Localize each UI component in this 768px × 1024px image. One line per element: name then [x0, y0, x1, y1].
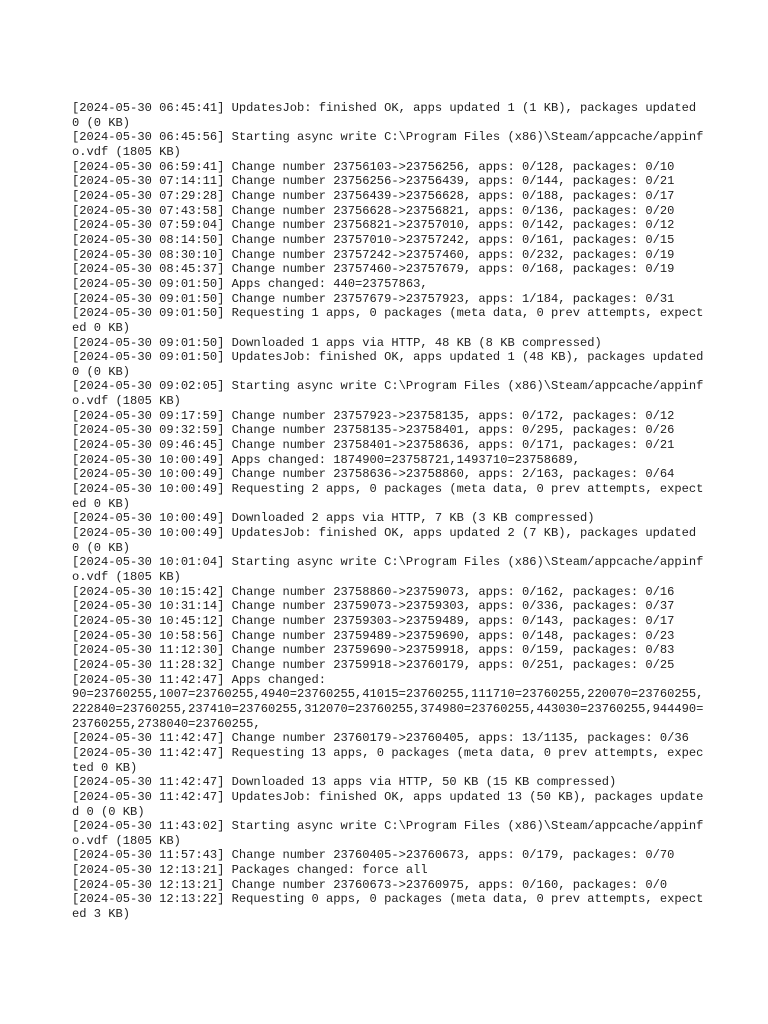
log-line: 90=23760255,1007=23760255,4940=23760255,41015=23760255,111710=23760255,220070=23760255,222840=23760255,237410=23760255,312070=23760255,374980=23760255,443030=23760255,944490=23760255,2738040=23760255,: [72, 687, 704, 731]
log-line: [2024-05-30 11:42:47] Requesting 13 apps, 0 packages (meta data, 0 prev attempts, expected 0 KB): [72, 745, 704, 775]
log-line: [2024-05-30 11:57:43] Change number 23760405->23760673, apps: 0/179, packages: 0/70: [72, 848, 675, 863]
log-line: [2024-05-30 09:46:45] Change number 23758401->23758636, apps: 0/171, packages: 0/21: [72, 438, 675, 453]
log-line: [2024-05-30 09:02:05] Starting async write C:\Program Files (x86)\Steam/appcache/appinfo.vdf (1805 KB): [72, 379, 704, 409]
log-line: [2024-05-30 06:45:56] Starting async write C:\Program Files (x86)\Steam/appcache/appinfo.vdf (1805 KB): [72, 130, 704, 159]
log-text-view: [72, 101, 711, 922]
log-line: [2024-05-30 10:31:14] Change number 23759073->23759303, apps: 0/336, packages: 0/37: [72, 599, 675, 614]
log-line: [2024-05-30 11:12:30] Change number 23759690->23759918, apps: 0/159, packages: 0/83: [72, 643, 675, 658]
log-line: [2024-05-30 10:00:49] Change number 23758636->23758860, apps: 2/163, packages: 0/64: [72, 467, 675, 482]
log-line: [2024-05-30 09:01:50] Change number 23757679->23757923, apps: 1/184, packages: 0/31: [72, 291, 675, 306]
log-line: [2024-05-30 11:42:47] UpdatesJob: finished OK, apps updated 13 (50 KB), packages updated 0 (0 KB): [72, 789, 704, 819]
log-line: [2024-05-30 09:01:50] Requesting 1 apps, 0 packages (meta data, 0 prev attempts, expected 0 KB): [72, 306, 704, 335]
log-line: [2024-05-30 10:45:12] Change number 23759303->23759489, apps: 0/143, packages: 0/17: [72, 613, 675, 628]
log-line: [2024-05-30 06:59:41] Change number 23756103->23756256, apps: 0/128, packages: 0/10: [72, 159, 675, 174]
log-line: [2024-05-30 10:00:49] Apps changed: 1874900=23758721,1493710=23758689,: [72, 452, 581, 467]
log-line: [2024-05-30 07:43:58] Change number 23756628->23756821, apps: 0/136, packages: 0/20: [72, 203, 675, 218]
log-line: [2024-05-30 08:14:50] Change number 23757010->23757242, apps: 0/161, packages: 0/15: [72, 232, 675, 247]
log-line: [2024-05-30 10:00:49] UpdatesJob: finished OK, apps updated 2 (7 KB), packages updated 0 (0 KB): [72, 526, 704, 555]
log-line: [2024-05-30 10:00:49] Downloaded 2 apps via HTTP, 7 KB (3 KB compressed): [72, 511, 595, 526]
log-line: [2024-05-30 11:42:47] Apps changed:: [72, 672, 327, 687]
log-line: [2024-05-30 07:14:11] Change number 23756256->23756439, apps: 0/144, packages: 0/21: [72, 174, 675, 189]
log-line: [2024-05-30 12:13:21] Change number 23760673->23760975, apps: 0/160, packages: 0/0: [72, 877, 668, 892]
log-line: [2024-05-30 10:01:04] Starting async write C:\Program Files (x86)\Steam/appcache/appinfo.vdf (1805 KB): [72, 555, 704, 584]
log-line: [2024-05-30 09:17:59] Change number 23757923->23758135, apps: 0/172, packages: 0/12: [72, 408, 675, 423]
log-line: [2024-05-30 09:32:59] Change number 23758135->23758401, apps: 0/295, packages: 0/26: [72, 423, 675, 438]
log-line: [2024-05-30 11:42:47] Change number 23760179->23760405, apps: 13/1135, packages: 0/36: [72, 731, 689, 746]
log-line: [2024-05-30 07:29:28] Change number 23756439->23756628, apps: 0/188, packages: 0/17: [72, 188, 675, 203]
log-line: [2024-05-30 12:13:22] Requesting 0 apps, 0 packages (meta data, 0 prev attempts, expected 3 KB): [72, 892, 704, 922]
log-line: [2024-05-30 08:45:37] Change number 23757460->23757679, apps: 0/168, packages: 0/19: [72, 262, 675, 277]
log-line: [2024-05-30 10:58:56] Change number 23759489->23759690, apps: 0/148, packages: 0/23: [72, 628, 675, 643]
log-line: [2024-05-30 09:01:50] Apps changed: 440=23757863,: [72, 276, 428, 291]
log-line: [2024-05-30 12:13:21] Packages changed: force all: [72, 863, 428, 878]
log-line: [2024-05-30 06:45:41] UpdatesJob: finished OK, apps updated 1 (1 KB), packages updated 0 (0 KB): [72, 101, 704, 130]
log-line: [2024-05-30 08:30:10] Change number 23757242->23757460, apps: 0/232, packages: 0/19: [72, 247, 675, 262]
log-line: [2024-05-30 07:59:04] Change number 23756821->23757010, apps: 0/142, packages: 0/12: [72, 218, 675, 233]
log-line: [2024-05-30 09:01:50] Downloaded 1 apps via HTTP, 48 KB (8 KB compressed): [72, 335, 602, 350]
log-line: [2024-05-30 11:42:47] Downloaded 13 apps via HTTP, 50 KB (15 KB compressed): [72, 775, 617, 790]
log-line: [2024-05-30 10:15:42] Change number 23758860->23759073, apps: 0/162, packages: 0/16: [72, 584, 675, 599]
log-line: [2024-05-30 09:01:50] UpdatesJob: finished OK, apps updated 1 (48 KB), packages updated 0 (0 KB): [72, 350, 711, 379]
log-line: [2024-05-30 10:00:49] Requesting 2 apps, 0 packages (meta data, 0 prev attempts, expected 0 KB): [72, 482, 704, 511]
log-line: [2024-05-30 11:43:02] Starting async write C:\Program Files (x86)\Steam/appcache/appinfo.vdf (1805 KB): [72, 819, 704, 848]
log-line: [2024-05-30 11:28:32] Change number 23759918->23760179, apps: 0/251, packages: 0/25: [72, 657, 675, 672]
